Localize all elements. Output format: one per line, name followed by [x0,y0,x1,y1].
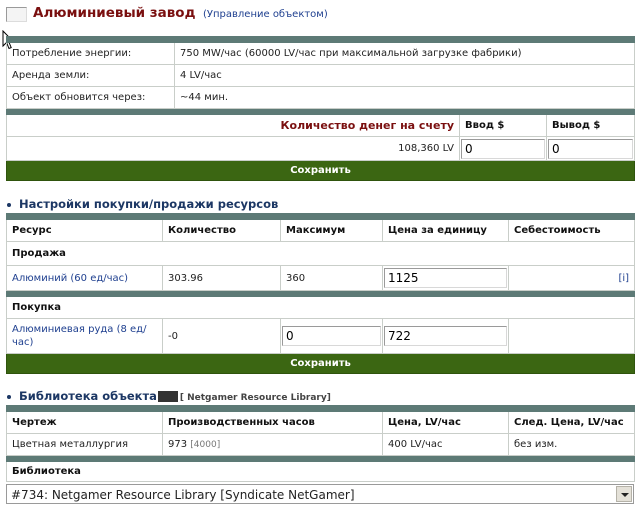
blueprint-next-price: без изм. [509,434,635,456]
col-header: Цена, LV/час [383,412,509,434]
library-row [7,434,635,456]
blueprint-price: 400 LV/час [383,434,509,456]
sell-max: 360 [281,266,383,291]
library-table [6,405,635,482]
col-header: Себестоимость [509,220,635,242]
library-label: Библиотека [7,462,635,482]
info-link[interactable]: [i] [509,266,635,291]
balance-label: Количество денег на счету [7,115,460,137]
withdraw-input[interactable] [548,139,633,159]
buy-quantity: -0 [163,319,281,354]
col-header: Максимум [281,220,383,242]
title-bar [6,4,634,26]
withdraw-header: Вывод $ [547,115,635,137]
sell-price-input[interactable] [384,268,507,288]
info-row [7,65,635,87]
info-row [7,87,635,109]
col-header: Цена за единицу [383,220,509,242]
info-label: Объект обновится через: [7,87,175,109]
col-header: След. Цена, LV/час [509,412,635,434]
buy-row [7,319,635,354]
production-hours: 973 [4000] [163,434,383,456]
resources-header-row [7,220,635,242]
col-header: Ресурс [7,220,163,242]
buy-label: Покупка [7,297,635,319]
deposit-input[interactable] [461,139,545,159]
buy-empty-cell [509,319,635,354]
library-select-value: #734: Netgamer Resource Library [Syndicate NetGamer] [11,488,355,502]
resources-table [6,213,635,374]
buy-max-input[interactable] [282,326,381,346]
info-value: ~44 мин. [175,87,635,109]
info-value: 750 MW/час (60000 LV/час при максимальной загрузке фабрики) [175,43,635,65]
info-value: 4 LV/час [175,65,635,87]
info-row [7,43,635,65]
library-header-row [7,412,635,434]
page-title: Алюминиевый завод [33,5,196,21]
sell-row [7,266,635,291]
manage-object-link[interactable]: (Управление объектом) [203,9,328,20]
library-logo-icon [158,391,178,402]
info-table [6,36,635,181]
sell-label: Продажа [7,242,635,266]
blueprint-name: Цветная металлургия [7,434,163,456]
deposit-header: Ввод $ [460,115,547,137]
save-money-button[interactable]: Сохранить [7,161,635,181]
save-resources-button[interactable]: Сохранить [7,354,635,374]
sell-resource-link[interactable]: Алюминий (60 ед/час) [7,266,163,291]
bullet-icon [7,395,11,399]
col-header: Чертеж [7,412,163,434]
buy-resource-link[interactable]: Алюминиевая руда (8 ед/ час) [7,319,163,354]
sell-quantity: 303.96 [163,266,281,291]
building-icon [6,7,27,22]
chevron-down-icon[interactable] [616,486,632,502]
info-label: Потребление энергии: [7,43,175,65]
info-label: Аренда земли: [7,65,175,87]
bullet-icon [7,203,11,207]
col-header: Количество [163,220,281,242]
buy-price-input[interactable] [384,326,507,346]
library-select[interactable] [6,484,634,504]
col-header: Производственных часов [163,412,383,434]
page: Алюминиевый завод (Управление объектом) Потребление энергии: 750 MW/час (60000 LV/час при максимальной загрузке фабрики) Аренда земли: 4 LV/час Объект обновится через: ~44 мин. Количество денег на счету Ввод $ Вывод $ 108,360 LV 0 0 Сохранить Настройки покупки/продажи ресурсов Ресурс Количество Максимум Цена за единицу Себестоимость Продажа Алюминий (60 ед/час) 303.96 360 1125 [i] Покупка Алюминиевая руда (8 ед/ час) -0 0 722 Сохранить Библиотека объекта [ Netgamer Resource Library] Чертеж Производственных часов Цена, LV/час След. Цена, LV/час Цветная металлургия 973 [4000] 400 LV/час без изм. Библиотека #734: Netgamer Resource Library [Syndicate NetGamer] [0,0,639,506]
balance-value: 108,360 LV [7,137,460,161]
library-name: [ Netgamer Resource Library] [179,393,331,403]
